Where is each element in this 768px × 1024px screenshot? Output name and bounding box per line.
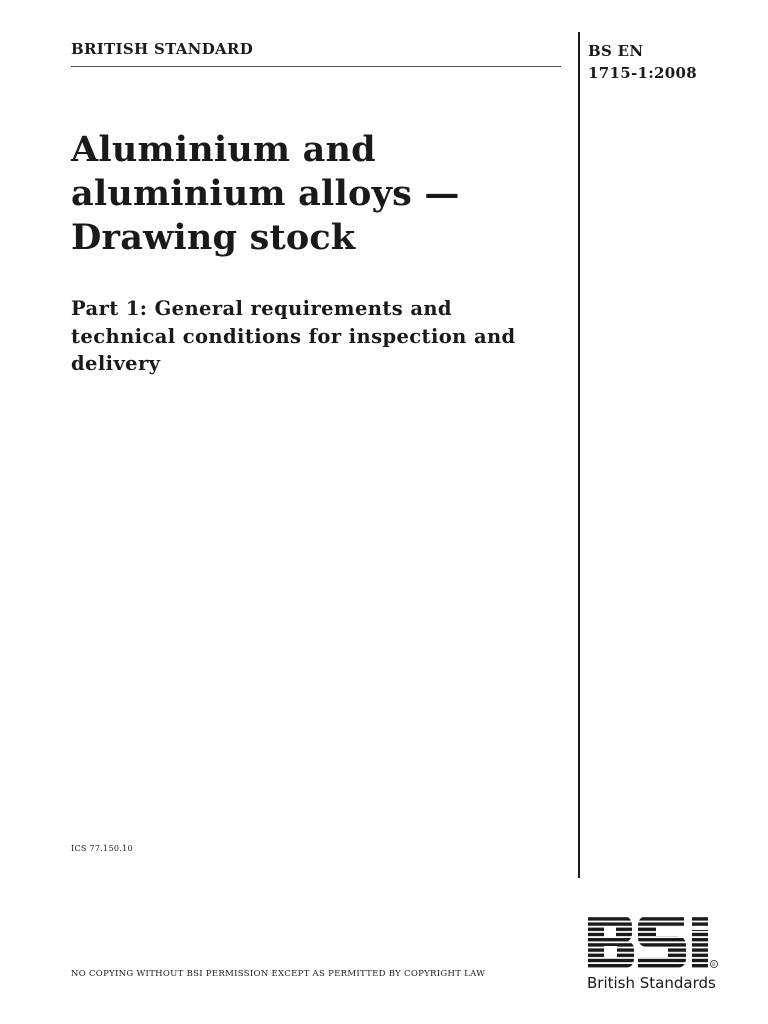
subtitle-line: technical conditions for inspection and — [71, 324, 516, 348]
header-divider — [71, 66, 561, 67]
logo-letter-i-stem — [692, 930, 708, 968]
standard-number-code: 1715-1:2008 — [588, 64, 697, 82]
subtitle-line: Part 1: General requirements and — [71, 297, 452, 320]
logo-letter-i-dot — [692, 916, 708, 926]
svg-text:R: R — [712, 963, 716, 968]
logo-letter-s — [638, 916, 686, 968]
ics-code: ICS 77.150.10 — [71, 844, 133, 853]
document-type-label: BRITISH STANDARD — [71, 40, 254, 58]
subtitle-line: delivery — [71, 352, 161, 375]
vertical-divider — [578, 32, 580, 878]
title-line: aluminium alloys — — [71, 173, 460, 214]
standard-number-prefix: BS EN — [588, 42, 644, 60]
bsi-logo-caption: British Standards — [587, 974, 716, 992]
title-line: Drawing stock — [71, 217, 356, 258]
standard-number — [588, 40, 697, 84]
copyright-notice: NO COPYING WITHOUT BSI PERMISSION EXCEPT AS PERMITTED BY COPYRIGHT LAW — [71, 969, 486, 979]
document-subtitle — [71, 295, 571, 378]
title-line: Aluminium and — [71, 129, 376, 170]
logo-letter-b — [588, 916, 634, 968]
document-title — [71, 128, 571, 260]
